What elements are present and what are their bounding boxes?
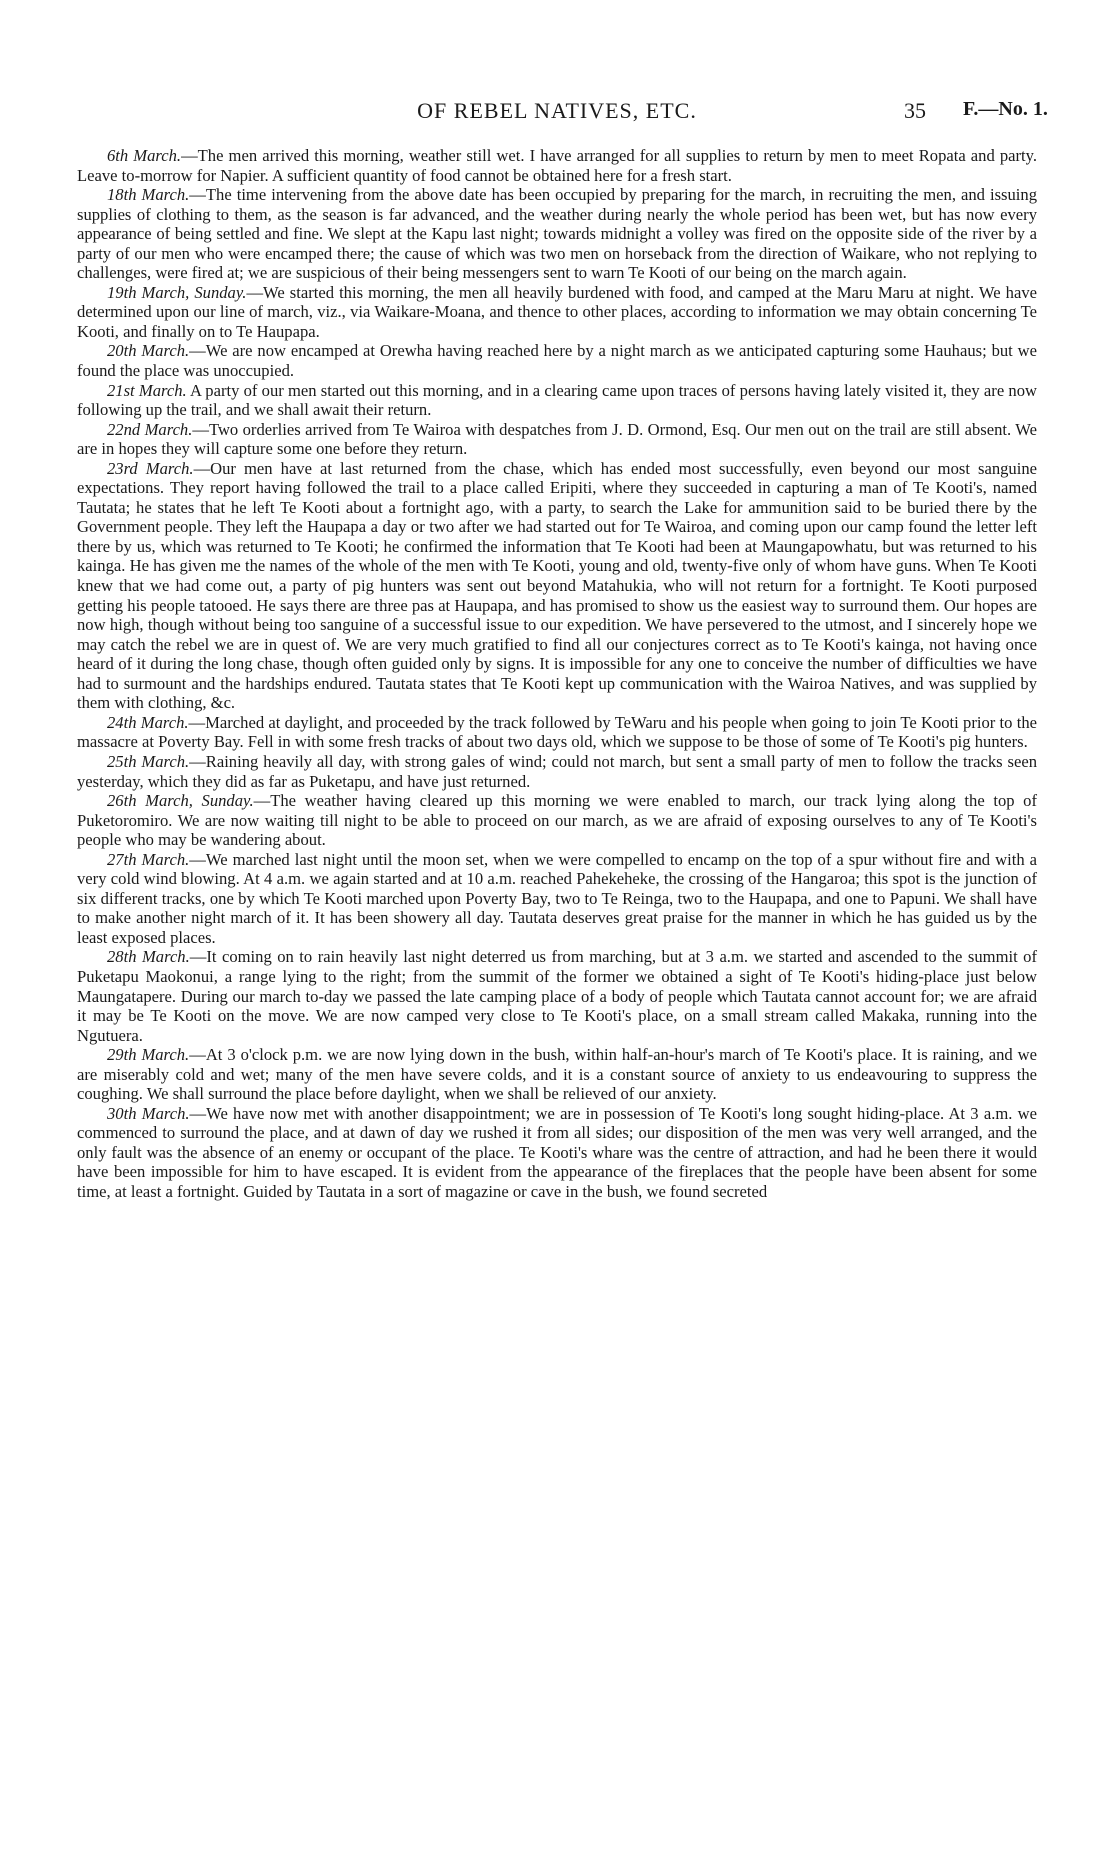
entry-date: 27th March. [107,849,190,869]
entry-text: —It coming on to rain heavily last night deterred us from marching, but at 3 a.m. we started and ascended to the summit of Puketapu Maokonui, a range lying to the right; from the summit of the former we obtained a sight of Te Kooti's hiding-place just below Maungatapere. During our march to-day we passed the late camping place of a body of people which Tautata cannot account for; we are afraid it may be Te Kooti on the move. We are now camped very close to Te Kooti's place, on a small stream called Makaka, running into the Ngutuera. [77,947,1038,1045]
journal-entry [77,947,1037,1045]
entry-text: —We are now encamped at Orewha having reached here by a night march as we anticipated capturing some Hauhaus; but we found the place was unoccupied. [77,341,1037,381]
page-header [0,98,1114,128]
journal-entry [77,791,1037,850]
entry-text: —The men arrived this morning, weather still wet. I have arranged for all supplies to return by men to meet Ropata and party. Leave to-morrow for Napier. A sufficient quantity of food cannot be obtained here for a fresh start. [77,146,1038,185]
entry-text: —We marched last night until the moon set, when we were compelled to encamp on the top of a spur without fire and with a very cold wind blowing. At 4 a.m. we again started and at 10 a.m. reached Pahekeheke, the crossing of the Hangaroa; this spot is the junction of six different tracks, one by which Te Kooti marched upon Poverty Bay, two to Te Reinga, two to the Haupapa, and one to Papuni. We shall have to make another night march of it. It has been showery all day. Tautata deserves great praise for the manner in which he has guided us by the least exposed places. [77,849,1037,947]
running-title: OF REBEL NATIVES, ETC. [417,98,697,123]
entry-text: —Two orderlies arrived from Te Wairoa with despatches from J. D. Ormond, Esq. Our men out on the trail are still absent. We are in hopes they will capture some one before they return. [77,419,1037,459]
entry-date: 26th March, Sunday. [107,791,254,811]
entry-text: —At 3 o'clock p.m. we are now lying down in the bush, within half-an-hour's march of Te Kooti's place. It is raining, and we are miserably cold and wet; many of the men have severe colds, and it is a constant source of anxiety to us endeavouring to suppress the coughing. We shall surround the place before daylight, when we shall be relieved of our anxiety. [77,1045,1037,1104]
journal-entry [77,185,1037,283]
entry-date: 6th March. [107,146,182,165]
journal-entry [77,381,1037,420]
page-number: 35 [904,98,926,123]
entry-date: 20th March. [107,341,190,361]
journal-body [77,146,1037,1202]
entry-date: 18th March. [107,185,190,205]
entry-text: —The weather having cleared up this morning we were enabled to march, our track lying along the top of Puketoromiro. We are now waiting till night to be able to proceed on our march, as we are afraid of exposing ourselves to any of Te Kooti's people who may be wandering about. [77,791,1037,850]
entry-date: 22nd March. [107,419,193,439]
entry-date: 28th March. [107,947,190,967]
journal-entry [77,341,1037,380]
entry-date: 25th March. [107,751,190,771]
entry-date: 30th March. [107,1103,190,1123]
entry-text: A party of our men started out this morning, and in a clearing came upon traces of persons having lately visited it, they are now following up the trail, and we shall await their return. [77,380,1037,420]
journal-entry [77,420,1037,459]
entry-text: —Raining heavily all day, with strong gales of wind; could not march, but sent a small party of men to follow the tracks seen yesterday, which they did as far as Puketapu, and have just returned. [77,751,1038,791]
document-reference: F.—No. 1. [963,98,1048,120]
journal-entry [77,713,1037,752]
entry-date: 23rd March. [107,458,194,478]
entry-text: —The time intervening from the above date has been occupied by preparing for the march, in recruiting the men, and issuing supplies of clothing to them, as the season is far advanced, and the weather during nearly the whole period has been wet, but has now every appearance of being settled and fine. We slept at the Kapu last night; towards midnight a volley was fired on the opposite side of the river by a party of our men who were encamped there; the cause of which was two men on horseback from the direction of Waikare, who not replying to challenges, were fired at; we are suspicious of their being messengers sent to warn Te Kooti of our being on the march again. [77,185,1037,283]
entry-text: —We have now met with another disappointment; we are in possession of Te Kooti's long sought hiding-place. At 3 a.m. we commenced to surround the place, and at dawn of day we rushed it from all sides; our disposition of the men was very well arranged, and the only fault was the absence of an enemy or occupant of the place. Te Kooti's whare was the centre of attraction, and had he been there it would have been impossible for him to have escaped. It is evident from the appearance of the fireplaces that the people have been absent for some time, at least a fortnight. Guided by Tautata in a sort of magazine or cave in the bush, we found secreted [77,1103,1037,1201]
entry-date: 29th March. [107,1045,190,1065]
entry-date: 24th March. [107,712,189,732]
entry-date: 19th March, Sunday. [107,282,247,302]
journal-entry [77,1045,1037,1104]
entry-date: 21st March. [107,380,187,400]
entry-text: —Our men have at last returned from the chase, which has ended most successfully, even beyond our most sanguine expectations. They report having followed the trail to a place called Eripiti, where they succeeded in capturing a man of Te Kooti's, named Tautata; he states that he left Te Kooti about a fortnight ago, with a party, to search the Lake for ammunition said to be buried there by the Government people. They left the Haupapa a day or two after we had started out for Te Wairoa, and coming upon our camp found the letter left there by us, which was returned to Te Kooti; he confirmed the information that Te Kooti had been at Maungapowhatu, but was returned to his kainga. He has given me the names of the whole of the men with Te Kooti, young and old, twenty-five only of whom have guns. When Te Kooti knew that we had come out, a party of pig hunters was sent out beyond Matahukia, who will not return for a fortnight. Te Kooti purposed getting his people tatooed. He says there are three pas at Haupapa, and has promised to show us the easiest way to surround them. Our hopes are now high, though without being too sanguine of a successful issue to our expedition. We have persevered to the utmost, and I sincerely hope we may catch the rebel we are in quest of. We are very much gratified to find all our conjectures correct as to Te Kooti's kainga, not having once heard of it during the long chase, though often guided only by signs. It is impossible for any one to conceive the number of difficulties we have had to surmount and the hardships endured. Tautata states that Te Kooti kept up communication with the Wairoa Natives, and was supplied by them with clothing, &c. [77,458,1037,713]
journal-entry [77,459,1037,713]
entry-text: —Marched at daylight, and proceeded by the track followed by TeWaru and his people when going to join Te Kooti prior to the massacre at Poverty Bay. Fell in with some fresh tracks of about two days old, which we suppose to be those of some of Te Kooti's pig hunters. [77,712,1038,752]
journal-entry [77,1104,1037,1202]
journal-entry [77,146,1037,185]
journal-entry [77,752,1037,791]
journal-entry [77,850,1037,948]
journal-entry [77,283,1037,342]
entry-text: —We started this morning, the men all heavily burdened with food, and camped at the Maru Maru at night. We have determined upon our line of march, viz., via Waikare-Moana, and thence to other places, according to information we may obtain concerning Te Kooti, and finally on to Te Haupapa. [77,282,1037,341]
